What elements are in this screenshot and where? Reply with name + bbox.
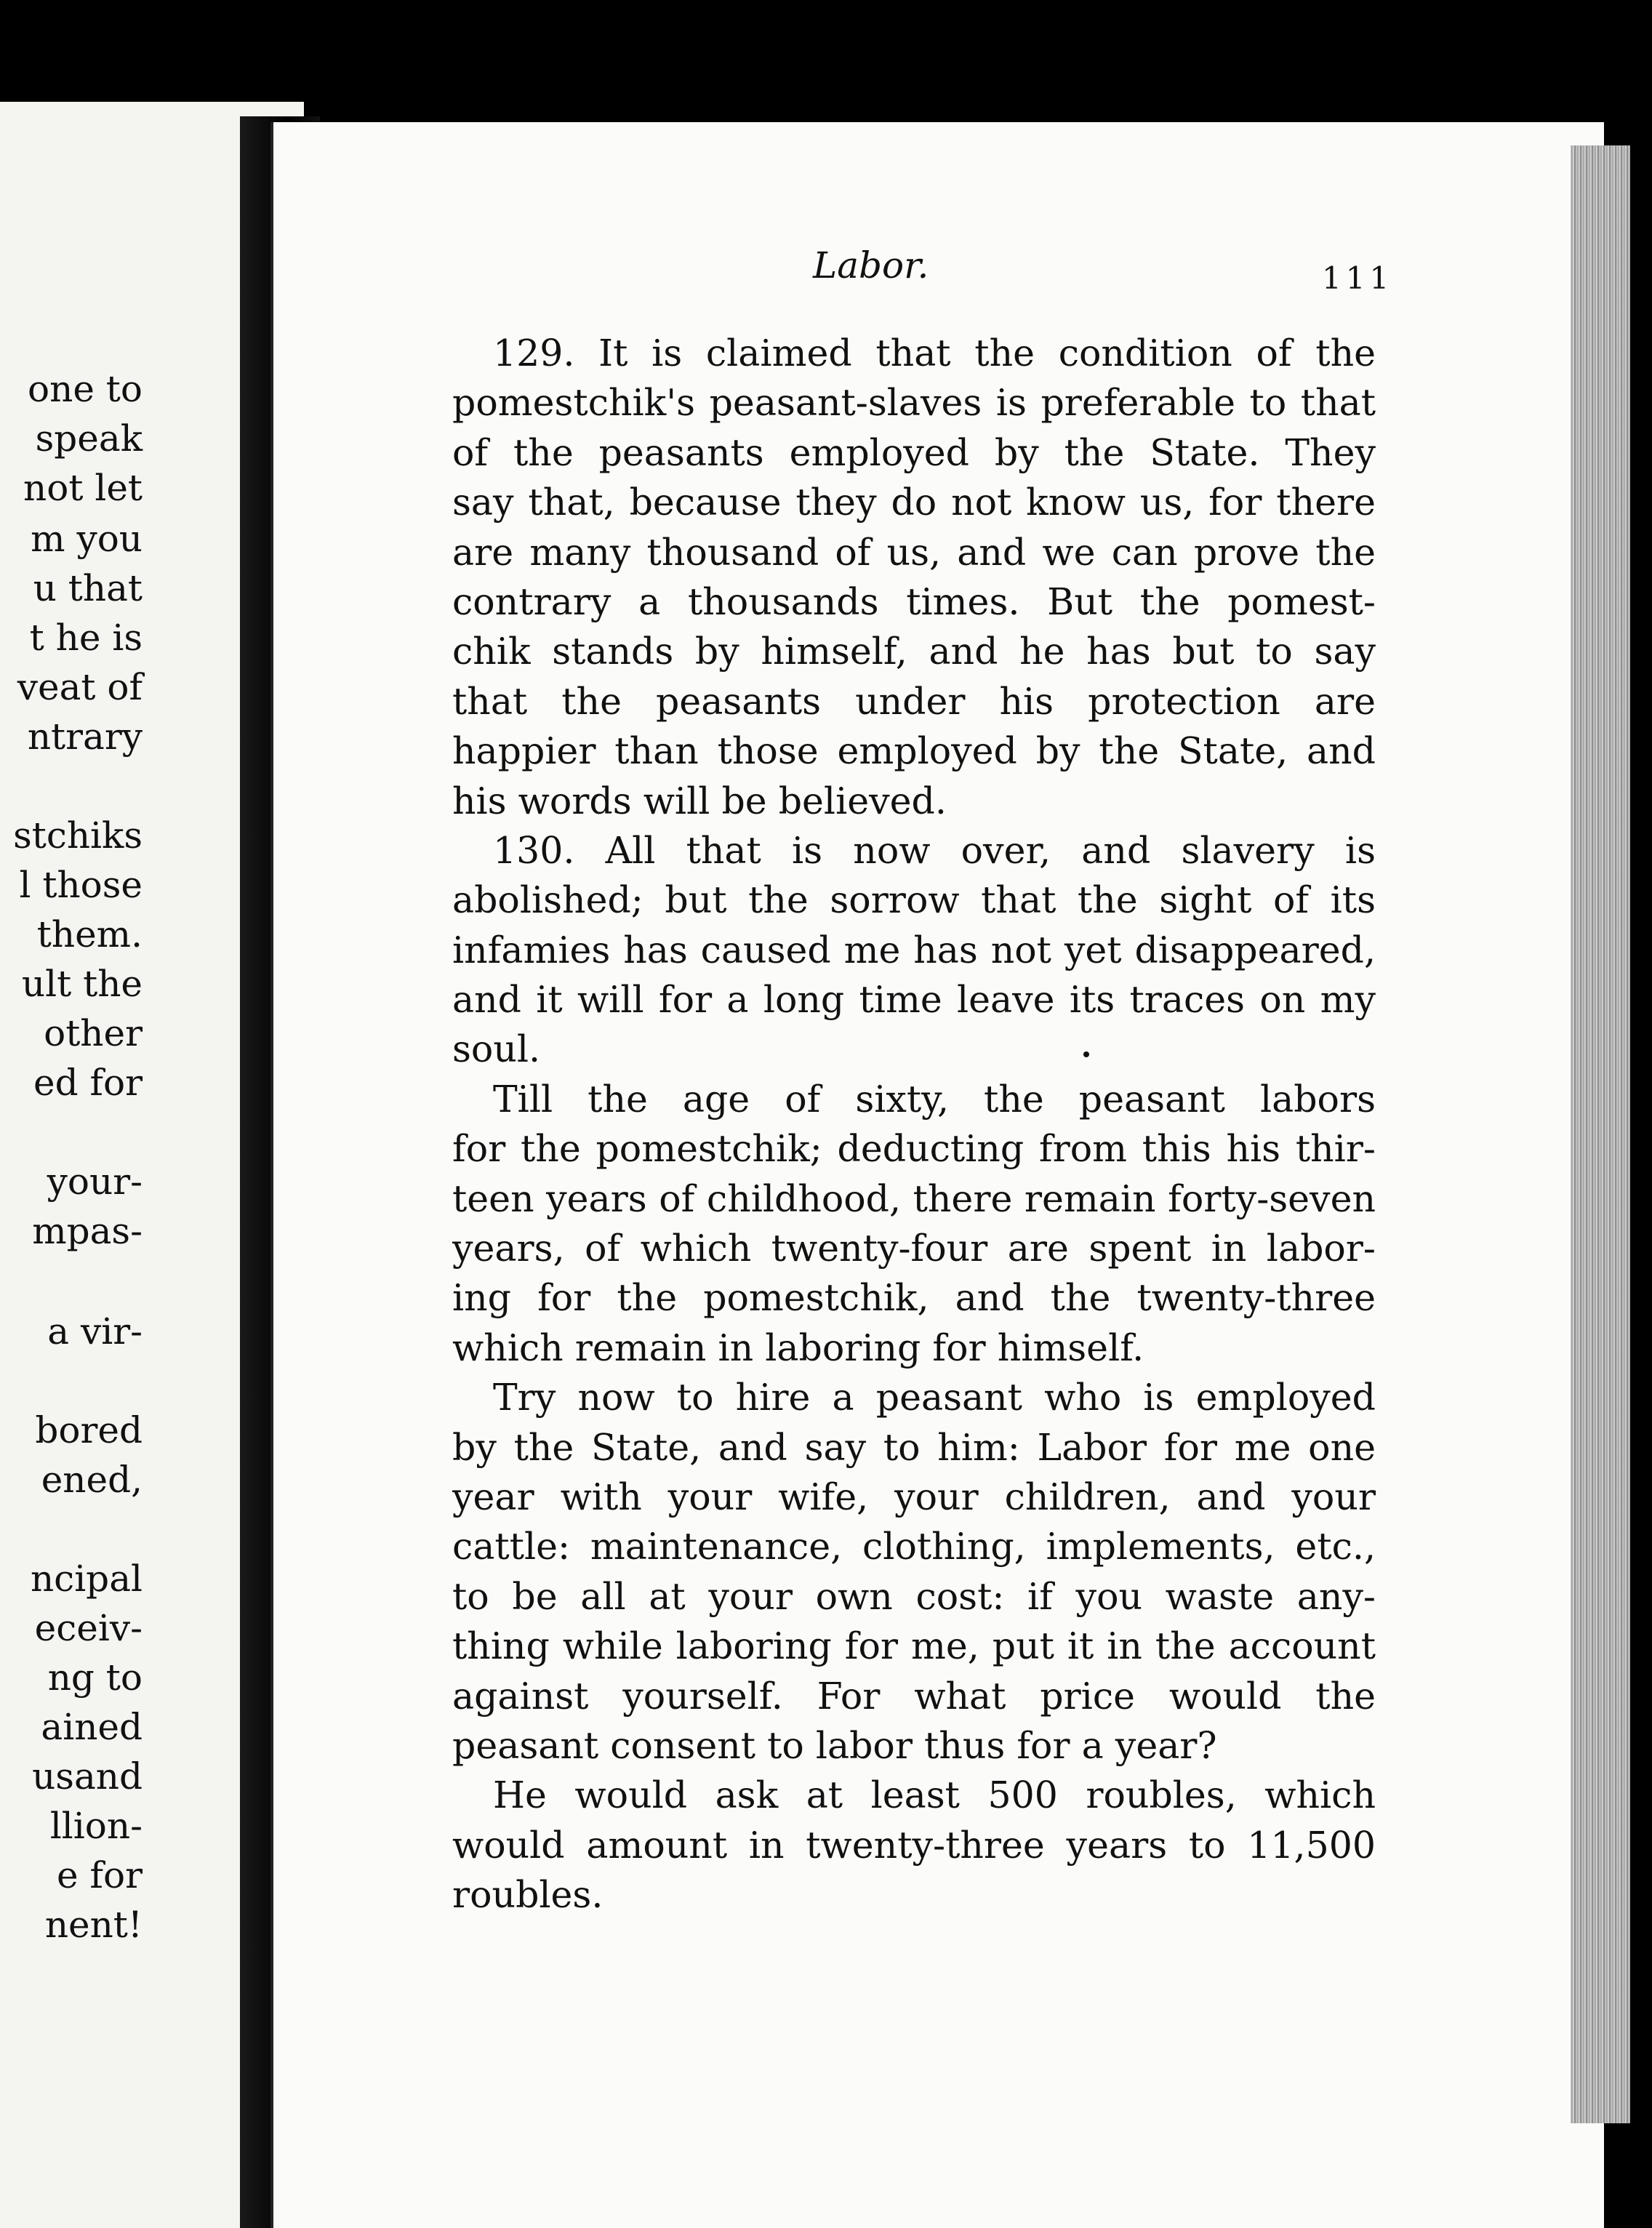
- text-line: Till the age of sixty, the peasant labors: [493, 1077, 1376, 1121]
- left-page-line: ncipal: [30, 1558, 143, 1600]
- text-line: roubles.: [452, 1873, 604, 1917]
- running-head: Labor.: [813, 244, 929, 286]
- left-page-line: t he is: [29, 617, 143, 659]
- page-edges: [1571, 145, 1630, 2123]
- left-page-line: speak: [35, 417, 143, 460]
- text-line: contrary a thousands times. But the pomest-: [452, 580, 1376, 623]
- left-page-line: m you: [31, 518, 143, 560]
- left-page-line: u that: [33, 567, 143, 609]
- text-line: He would ask at least 500 roubles, which: [493, 1774, 1376, 1817]
- left-page-line: ntrary: [27, 716, 143, 758]
- text-line: thing while laboring for me, put it in the account: [452, 1624, 1376, 1668]
- text-line: say that, because they do not know us, for there: [452, 481, 1376, 524]
- left-page-line: not let: [23, 467, 143, 509]
- left-page-line: them.: [36, 913, 143, 955]
- text-line: 130. All that is now over, and slavery is: [493, 828, 1376, 872]
- paragraph: [452, 1075, 1376, 1373]
- left-page-line: nent!: [44, 1904, 143, 1946]
- body-text: [452, 329, 1376, 1920]
- left-page-line: ained: [41, 1706, 143, 1748]
- left-page-line: eceiv-: [34, 1607, 143, 1649]
- text-line: happier than those employed by the State, and: [452, 729, 1376, 773]
- text-line: cattle: maintenance, clothing, implements, etc.,: [452, 1525, 1376, 1568]
- text-line: 129. It is claimed that the condition of the: [493, 332, 1376, 374]
- left-page-line: llion-: [49, 1805, 143, 1847]
- text-line: year with your wife, your children, and your: [452, 1475, 1376, 1518]
- speck: [1083, 1051, 1089, 1057]
- text-line: abolished; but the sorrow that the sight of its: [452, 878, 1376, 922]
- text-line: peasant consent to labor thus for a year?: [452, 1723, 1217, 1767]
- text-line: against yourself. For what price would the: [452, 1674, 1376, 1718]
- text-line: by the State, and say to him: Labor for me one: [452, 1425, 1376, 1469]
- text-line: would amount in twenty-three years to 11,500: [452, 1823, 1376, 1867]
- text-line: are many thousand of us, and we can prove the: [452, 530, 1376, 574]
- text-line: of the peasants employed by the State. They: [452, 430, 1376, 474]
- left-page-line: one to: [28, 368, 143, 410]
- text-line: infamies has caused me has not yet disappeared,: [452, 928, 1376, 971]
- left-page-line: ng to: [47, 1656, 143, 1699]
- text-line: soul.: [452, 1027, 541, 1071]
- left-page-line: bored: [35, 1409, 143, 1451]
- left-page-line: ult the: [21, 963, 143, 1005]
- left-page-line: e for: [57, 1854, 143, 1896]
- text-line: teen years of childhood, there remain forty-seven: [452, 1177, 1376, 1220]
- text-line: that the peasants under his protection are: [452, 679, 1376, 723]
- left-page-line: veat of: [17, 666, 143, 708]
- text-line: pomestchik's peasant-slaves is preferable to that: [452, 381, 1376, 425]
- left-page-line: ed for: [33, 1062, 143, 1104]
- left-page-line: mpas-: [32, 1210, 143, 1252]
- text-line: Try now to hire a peasant who is employed: [493, 1376, 1376, 1419]
- text-line: chik stands by himself, and he has but to say: [452, 630, 1376, 673]
- left-page-line: a vir-: [47, 1310, 143, 1353]
- paragraph: [452, 1373, 1376, 1771]
- left-page-line: other: [44, 1012, 143, 1054]
- left-page-line: usand: [32, 1755, 143, 1798]
- text-line: ing for the pomestchik, and the twenty-three: [452, 1276, 1376, 1320]
- text-line: years, of which twenty-four are spent in labor-: [452, 1227, 1376, 1270]
- text-line: to be all at your own cost: if you waste any-: [452, 1574, 1376, 1618]
- text-line: his words will be believed.: [452, 779, 947, 822]
- paragraph: [452, 826, 1376, 1075]
- left-page-line: ened,: [41, 1459, 143, 1501]
- page-number: 111: [1322, 260, 1394, 296]
- text-line: for the pomestchik; deducting from this his thir-: [452, 1127, 1376, 1171]
- text-line: and it will for a long time leave its traces on my: [452, 978, 1376, 1022]
- left-page-line: your-: [47, 1161, 143, 1203]
- left-page-line: stchiks: [13, 814, 143, 857]
- paragraph: [452, 329, 1376, 826]
- left-page-line: l those: [19, 864, 143, 906]
- paragraph: [452, 1771, 1376, 1920]
- text-line: which remain in laboring for himself.: [452, 1326, 1144, 1369]
